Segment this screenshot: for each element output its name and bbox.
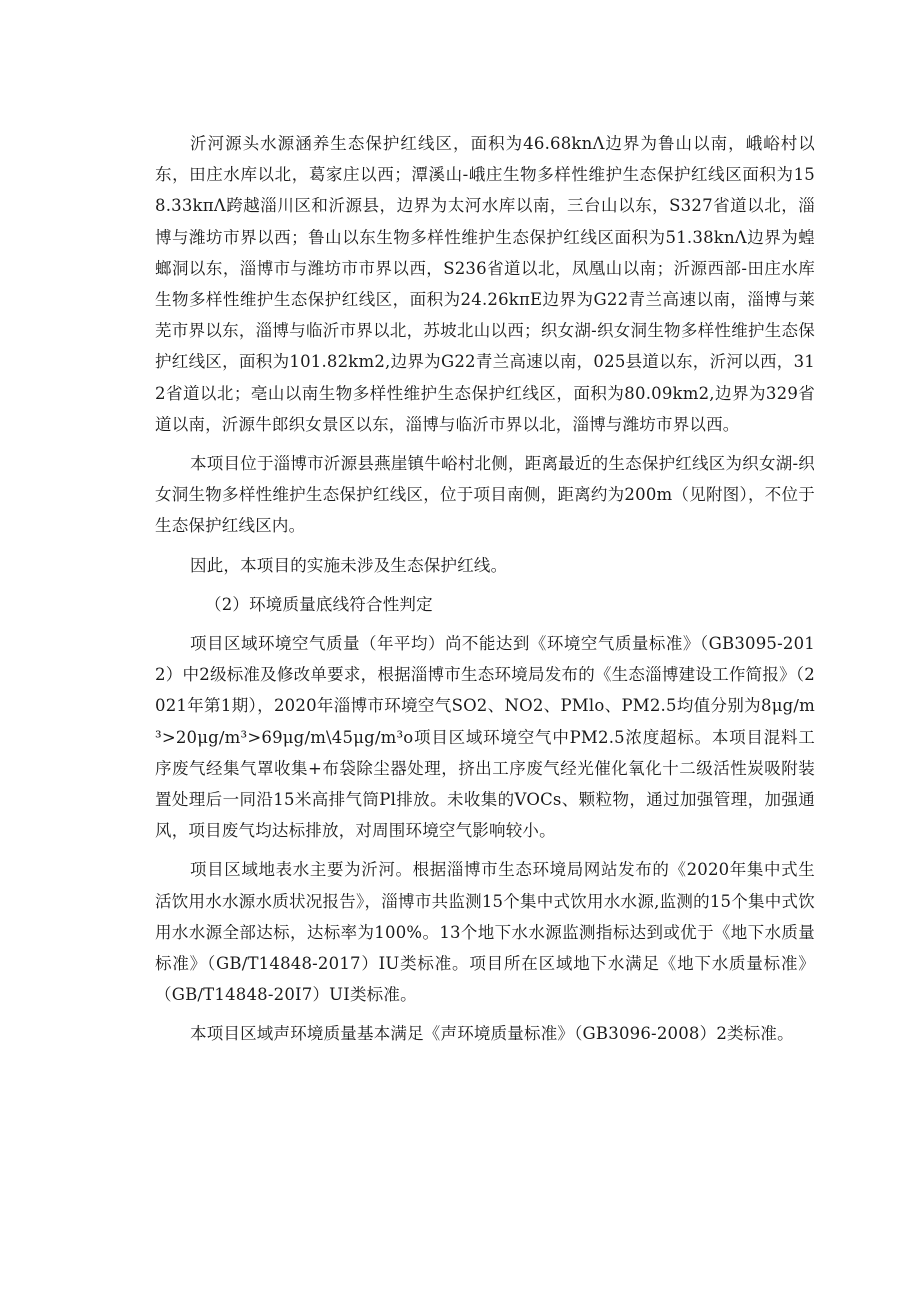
document-body	[155, 128, 815, 1050]
paragraph-redline-conclusion: 因此，本项目的实施未涉及生态保护红线。	[190, 555, 508, 575]
paragraph-ecological-redline-areas: 沂河源头水源涵养生态保护红线区，面积为46.68knΛ边界为鲁山以南，峨峪村以东，田庄水库以北，葛家庄以西；潭溪山-峨庄生物多样性维护生态保护红线区面积为158.33kπΛ跨越淄川区和沂源县，边界为太河水库以南，三台山以东，S327省道以北，淄博与潍坊市界以西；鲁山以东生物多样性维护生态保护红线区面积为51.38knΛ边界为蝗螂洞以东，淄博市与潍坊市市界以西，S236省道以北，凤凰山以南；沂源西部-田庄水库生物多样性维护生态保护红线区，面积为24.26kπE边界为G22青兰高速以南，淄博与莱芜市界以东，淄博与临沂市界以北，苏坡北山以西；织女湖-织女洞生物多样性维护生态保护红线区，面积为101.82km2,边界为G22青兰高速以南，025县道以东，沂河以西，312省道以北；亳山以南生物多样性维护生态保护红线区，面积为80.09km2,边界为329省道以南，沂源牛郎织女景区以东，淄博与临沂市界以北，淄博与潍坊市界以西。	[155, 134, 815, 434]
paragraph-air-quality: 项目区域环境空气质量（年平均）尚不能达到《环境空气质量标准》（GB3095-2012）中2级标准及修改单要求，根据淄博市生态环境局发布的《生态淄博建设工作简报》（2021年第1期），2020年淄博市环境空气SO2、NO2、PMlo、PM2.5均值分别为8μg∕m³>20μg∕m³>69μg∕m\45μg∕m³o项目区域环境空气中PM2.5浓度超标。本项目混料工序废气经集气罩收集+布袋除尘器处理，挤出工序废气经光催化氧化十二级活性炭吸附装置处理后一同沿15米高排气筒Pl排放。未收集的VOCs、颗粒物，通过加强管理，加强通风，项目废气均达标排放，对周围环境空气影响较小。	[155, 634, 815, 841]
paragraph-water-quality: 项目区域地表水主要为沂河。根据淄博市生态环境局网站发布的《2020年集中式生活饮用水水源水质状况报告》，淄博市共监测15个集中式饮用水水源,监测的15个集中式饮用水水源全部达标，达标率为100%。13个地下水水源监测指标达到或优于《地下水质量标准》（GB∕T14848-2017）IU类标准。项目所在区域地下水满足《地下水质量标准》（GB∕T14848-20I7）UI类标准。	[155, 860, 815, 1005]
paragraph-noise-quality: 本项目区域声环境质量基本满足《声环境质量标准》（GB3096-2008）2类标准。	[190, 1024, 794, 1044]
section-heading-environmental-quality: （2）环境质量底线符合性判定	[205, 594, 433, 614]
paragraph-project-location: 本项目位于淄博市沂源县燕崖镇牛峪村北侧，距离最近的生态保护红线区为织女湖-织女洞生物多样性维护生态保护红线区，位于项目南侧，距离约为200m（见附图），不位于生态保护红线区内。	[155, 454, 815, 536]
